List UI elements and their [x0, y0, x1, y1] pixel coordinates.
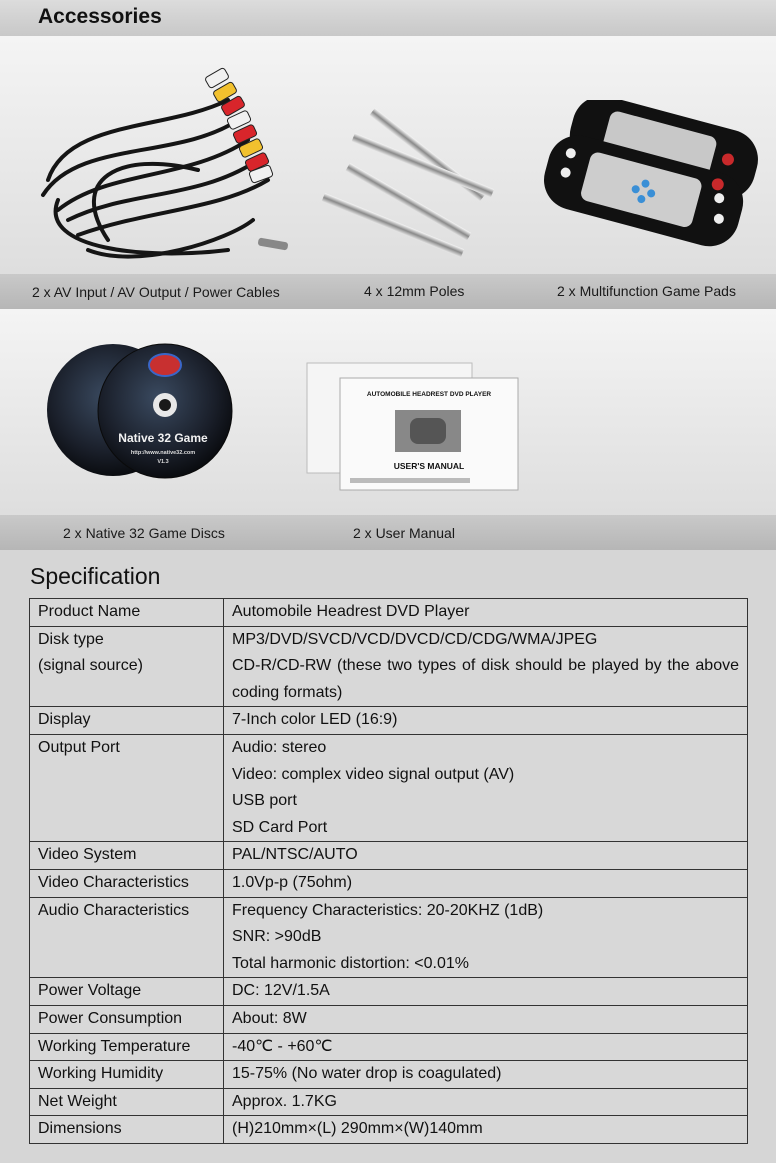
spec-value: Frequency Characteristics: 20-20KHZ (1dB) SNR: >90dB Total harmonic distortion: <0.01%	[224, 897, 748, 978]
table-row	[30, 1061, 748, 1089]
spec-value: MP3/DVD/SVCD/VCD/DVCD/CD/CDG/WMA/JPEG CD-R/CD-RW (these two types of disk should be played by the above coding formats)	[224, 626, 748, 707]
table-row	[30, 626, 748, 707]
spec-title: Specification	[30, 563, 161, 589]
spec-label: Power Voltage	[30, 978, 224, 1006]
table-row	[30, 1005, 748, 1033]
table-row	[30, 1088, 748, 1116]
spec-label: Working Humidity	[30, 1061, 224, 1089]
spec-label: Working Temperature	[30, 1033, 224, 1061]
table-row	[30, 978, 748, 1006]
caption-poles: 4 x 12mm Poles	[364, 283, 465, 299]
spec-label: Product Name	[30, 599, 224, 627]
spec-value: 15-75% (No water drop is coagulated)	[224, 1061, 748, 1089]
spec-value: Audio: stereo Video: complex video signal output (AV) USB port SD Card Port	[224, 734, 748, 841]
disc-version: V1.3	[157, 459, 169, 465]
spec-value: About: 8W	[224, 1005, 748, 1033]
table-row	[30, 599, 748, 627]
spec-value: 7-Inch color LED (16:9)	[224, 707, 748, 735]
disc-url: http://www.native32.com	[130, 450, 196, 456]
caption-game-discs: 2 x Native 32 Game Discs	[63, 525, 225, 541]
spec-label: Dimensions	[30, 1116, 224, 1144]
page-title: Accessories	[38, 5, 162, 28]
table-row	[30, 842, 748, 870]
spec-label: Power Consumption	[30, 1005, 224, 1033]
table-row	[30, 869, 748, 897]
spec-value: -40℃ - +60℃	[224, 1033, 748, 1061]
spec-value: Automobile Headrest DVD Player	[224, 599, 748, 627]
spec-label: Net Weight	[30, 1088, 224, 1116]
spec-label: Video System	[30, 842, 224, 870]
spec-value: Approx. 1.7KG	[224, 1088, 748, 1116]
poles-icon	[315, 88, 505, 268]
manual-title: AUTOMOBILE HEADREST DVD PLAYER	[366, 391, 492, 398]
spec-label: Display	[30, 707, 224, 735]
disc-label: Native 32 Game	[118, 431, 208, 445]
table-row	[30, 707, 748, 735]
manual-icon	[305, 358, 520, 493]
spec-value: (H)210mm×(L) 290mm×(W)140mm	[224, 1116, 748, 1144]
caption-user-manual: 2 x User Manual	[353, 525, 455, 541]
game-disc-icon	[45, 343, 240, 479]
av-cables-icon	[28, 60, 318, 270]
accessories-header	[0, 0, 776, 36]
spec-label: Video Characteristics	[30, 869, 224, 897]
caption-av-cables: 2 x AV Input / AV Output / Power Cables	[32, 284, 280, 300]
spec-label: Output Port	[30, 734, 224, 841]
spec-value: DC: 12V/1.5A	[224, 978, 748, 1006]
table-row	[30, 1033, 748, 1061]
spec-label: Audio Characteristics	[30, 897, 224, 978]
spec-label: Disk type (signal source)	[30, 626, 224, 707]
game-pad-icon	[540, 100, 760, 260]
spec-value: PAL/NTSC/AUTO	[224, 842, 748, 870]
caption-game-pads: 2 x Multifunction Game Pads	[557, 283, 736, 299]
table-row	[30, 897, 748, 978]
table-row	[30, 1116, 748, 1144]
spec-table	[29, 598, 748, 1144]
manual-footer: USER'S MANUAL	[393, 461, 465, 471]
spec-value: 1.0Vp-p (75ohm)	[224, 869, 748, 897]
table-row	[30, 734, 748, 841]
